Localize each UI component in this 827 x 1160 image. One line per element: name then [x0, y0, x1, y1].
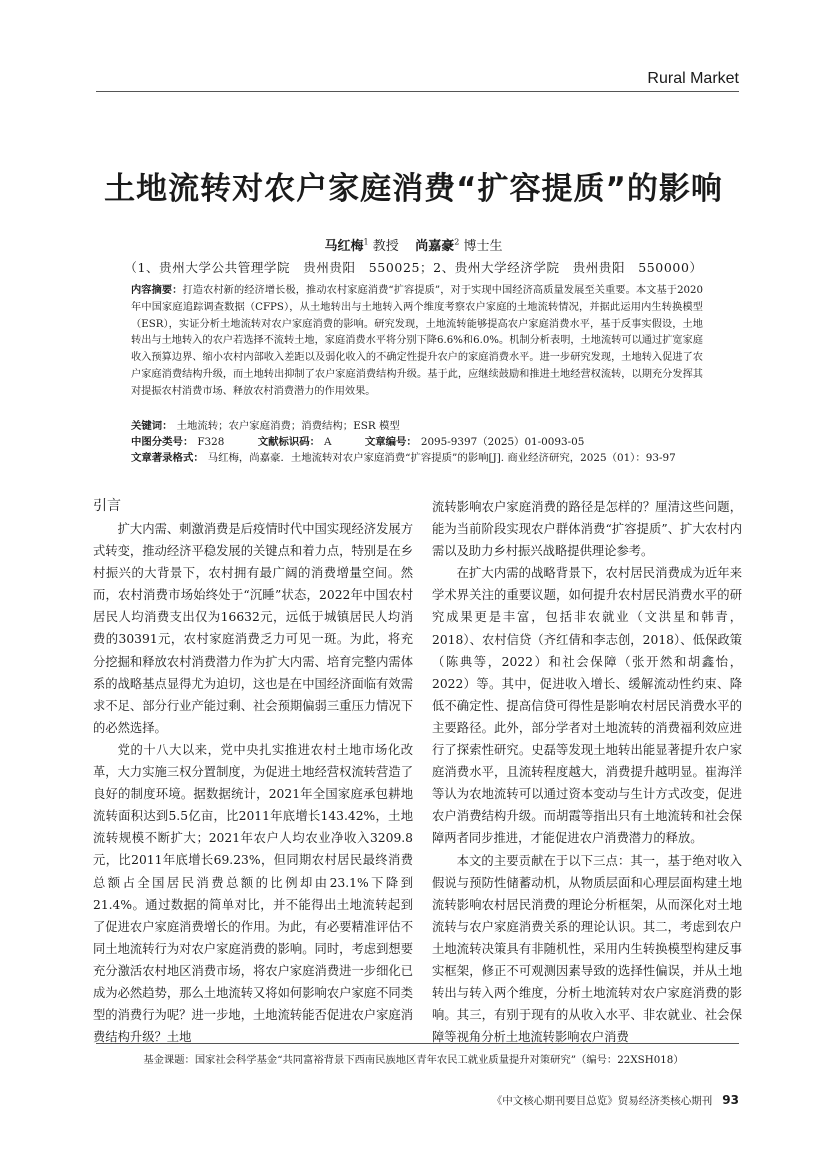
doc-code-value: A	[324, 436, 332, 448]
footer-source: 《中文核心期刊要目总览》贸易经济类核心期刊	[491, 1095, 713, 1107]
doc-code-label: 文献标识码：	[257, 436, 321, 448]
author-1-name: 马红梅	[324, 239, 364, 254]
article-title: 土地流转对农户家庭消费“扩容提质”的影响	[104, 171, 723, 207]
keywords-text: 土地流转；农户家庭消费；消费结构；ESR 模型	[176, 420, 400, 432]
journal-section-header: Rural Market	[647, 70, 739, 87]
citation-text: 马红梅，尚嘉豪．土地流转对农户家庭消费“扩容提质”的影响[J]. 商业经济研究，2025（01）：93-97	[207, 452, 676, 464]
keywords-line	[131, 418, 711, 434]
author-2-sup: 2	[454, 237, 460, 247]
funding-note: 基金课题：国家社会科学基金“共同富裕背景下西南民族地区青年农民工就业质量提升对策研究”（编号：22XSH018）	[143, 1054, 684, 1066]
abstract-text: 打造农村新的经济增长极，推动农村家庭消费“扩容提质”，对于实现中国经济高质量发展至关重要。本文基于2020年中国家庭追踪调查数据（CFPS），从土地转出与土地转入两个维度考察农户家庭的土地流转情况，并据此运用内生转换模型（ESR），实证分析土地流转对农户家庭消费的影响。研究发现，土地流转能够提高农户家庭消费水平，基于反事实假设，土地转出与土地转入的农户若选择不流转土地，家庭消费水平将分别下降6.6%和6.0%。机制分析表明，土地流转可以通过扩宽家庭收入预算边界、缩小农村内部收入差距以及弱化收入的不确定性提升农户的家庭消费水平。进一步研究发现，土地转入促进了农户家庭消费结构升级，而土地转出抑制了农户家庭消费结构升级。基于此，应继续鼓励和推进土地经营权流转，以期充分发挥其对提振农村消费市场、释放农村消费潜力的作用效果。	[131, 285, 703, 397]
citation-label: 文章著录格式：	[131, 452, 204, 464]
section-heading-introduction: 引言	[93, 498, 121, 514]
clc-value: F328	[197, 436, 225, 448]
left-paragraph-2: 党的十八大以来，党中央扎实推进农村土地市场化改革，大力实施三权分置制度，为促进土地经营权流转营造了良好的制度环境。据数据统计，2021年全国家庭承包耕地流转面积达到5.5亿亩，比2011年底增长143.42%，土地流转规模不断扩大；2021年农户人均农业净收入3209.8元，比2011年底增长69.23%，但同期农村居民最终消费总额占全国居民消费总额的比例却由23.1%下降到21.4%。通过数据的简单对比，并不能得出土地流转起到了促进农户家庭消费增长的作用。为此，有必要精准评估不同土地流转行为对农户家庭消费的影响。同时，考虑到想要充分激活农村地区消费市场，将农户家庭消费进一步细化已成为必然趋势，那么土地流转又将如何影响农户家庭不同类型的消费行为呢？进一步地，土地流转能否促进农户家庭消费结构升级？土地	[93, 742, 413, 1045]
right-paragraph-3: 本文的主要贡献在于以下三点：其一，基于绝对收入假说与预防性储蓄动机，从物质层面和心理层面构建土地流转影响农村居民消费的理论分析框架，从而深化对土地流转与农户家庭消费关系的理论认识。其二，考虑到农户土地流转决策具有非随机性，采用内生转换模型构建反事实框架，修正不可观测因素导致的选择性偏误，并从土地转出与转入两个维度，分析土地流转对农户家庭消费的影响。其三，有别于现有的从收入水平、非农就业、社会保障等视角分析土地流转影响农户消费	[432, 853, 742, 1045]
left-paragraph-1: 扩大内需、刺激消费是后疫情时代中国实现经济发展方式转变，推动经济平稳发展的关键点和着力点，特别是在乡村振兴的大背景下，农村拥有最广阔的消费增量空间。然而，农村消费市场始终处于“沉睡”状态，2022年中国农村居民人均消费支出仅为16632元，远低于城镇居民人均消费的30391元，农村家庭消费乏力可见一斑。为此，将充分挖掘和释放农村消费潜力作为扩大内需、培育完整内需体系的战略基点显得尤为迫切，这也是在中国经济面临有效需求不足、部分行业产能过剩、社会预期偏弱三重压力情况下的必然选择。	[93, 522, 413, 735]
page-footer	[492, 1093, 739, 1108]
body-column-left	[93, 496, 413, 1048]
header-rule	[96, 91, 739, 92]
abstract-label: 内容摘要：	[131, 285, 183, 296]
affiliation: （1、贵州大学公共管理学院 贵州贵阳 550025；2、贵州大学经济学院 贵州贵阳 550000）	[124, 260, 703, 275]
author-1-sup: 1	[363, 237, 369, 247]
citation-line	[131, 450, 711, 466]
classification-line	[131, 434, 711, 450]
article-no-value: 2095-9397（2025）01-0093-05	[420, 436, 585, 448]
author-line	[0, 235, 827, 254]
author-2-name: 尚嘉豪	[415, 239, 455, 254]
author-2-role: 博士生	[463, 239, 503, 254]
keywords-label: 关键词：	[131, 420, 173, 432]
article-no-label: 文章编号：	[364, 436, 417, 448]
funding-rule	[96, 1043, 739, 1044]
clc-label: 中图分类号：	[131, 436, 194, 448]
abstract	[131, 283, 703, 401]
right-paragraph-2: 在扩大内需的战略背景下，农村居民消费成为近年来学术界关注的重要议题，如何提升农村居民消费水平的研究成果更是丰富，包括非农就业（文洪星和韩青，2018）、农村信贷（齐红倩和李志创，2018）、低保政策（陈典等，2022）和社会保障（张开然和胡鑫怡，2022）等。其中，促进收入增长、缓解流动性约束、降低不确定性、提高信贷可得性是影响农村居民消费水平的主要路径。此外，部分学者对土地流转的消费福利效应进行了探索性研究。史磊等发现土地转出能显著提升农户家庭消费水平，且流转程度越大，消费提升越明显。崔海洋等认为农地流转可以通过资本变动与生计方式改变，促进农户消费结构升级。而胡霞等指出只有土地流转和社会保障两者同步推进，才能促进农户消费潜力的释放。	[432, 566, 742, 846]
page-number: 93	[722, 1093, 739, 1107]
right-paragraph-1: 流转影响农户家庭消费的路径是怎样的？厘清这些问题，能为当前阶段实现农户群体消费“扩容提质”、扩大农村内需以及助力乡村振兴战略提供理论参考。	[432, 500, 742, 559]
author-1-role: 教授	[372, 239, 399, 254]
body-column-right	[432, 496, 742, 1048]
